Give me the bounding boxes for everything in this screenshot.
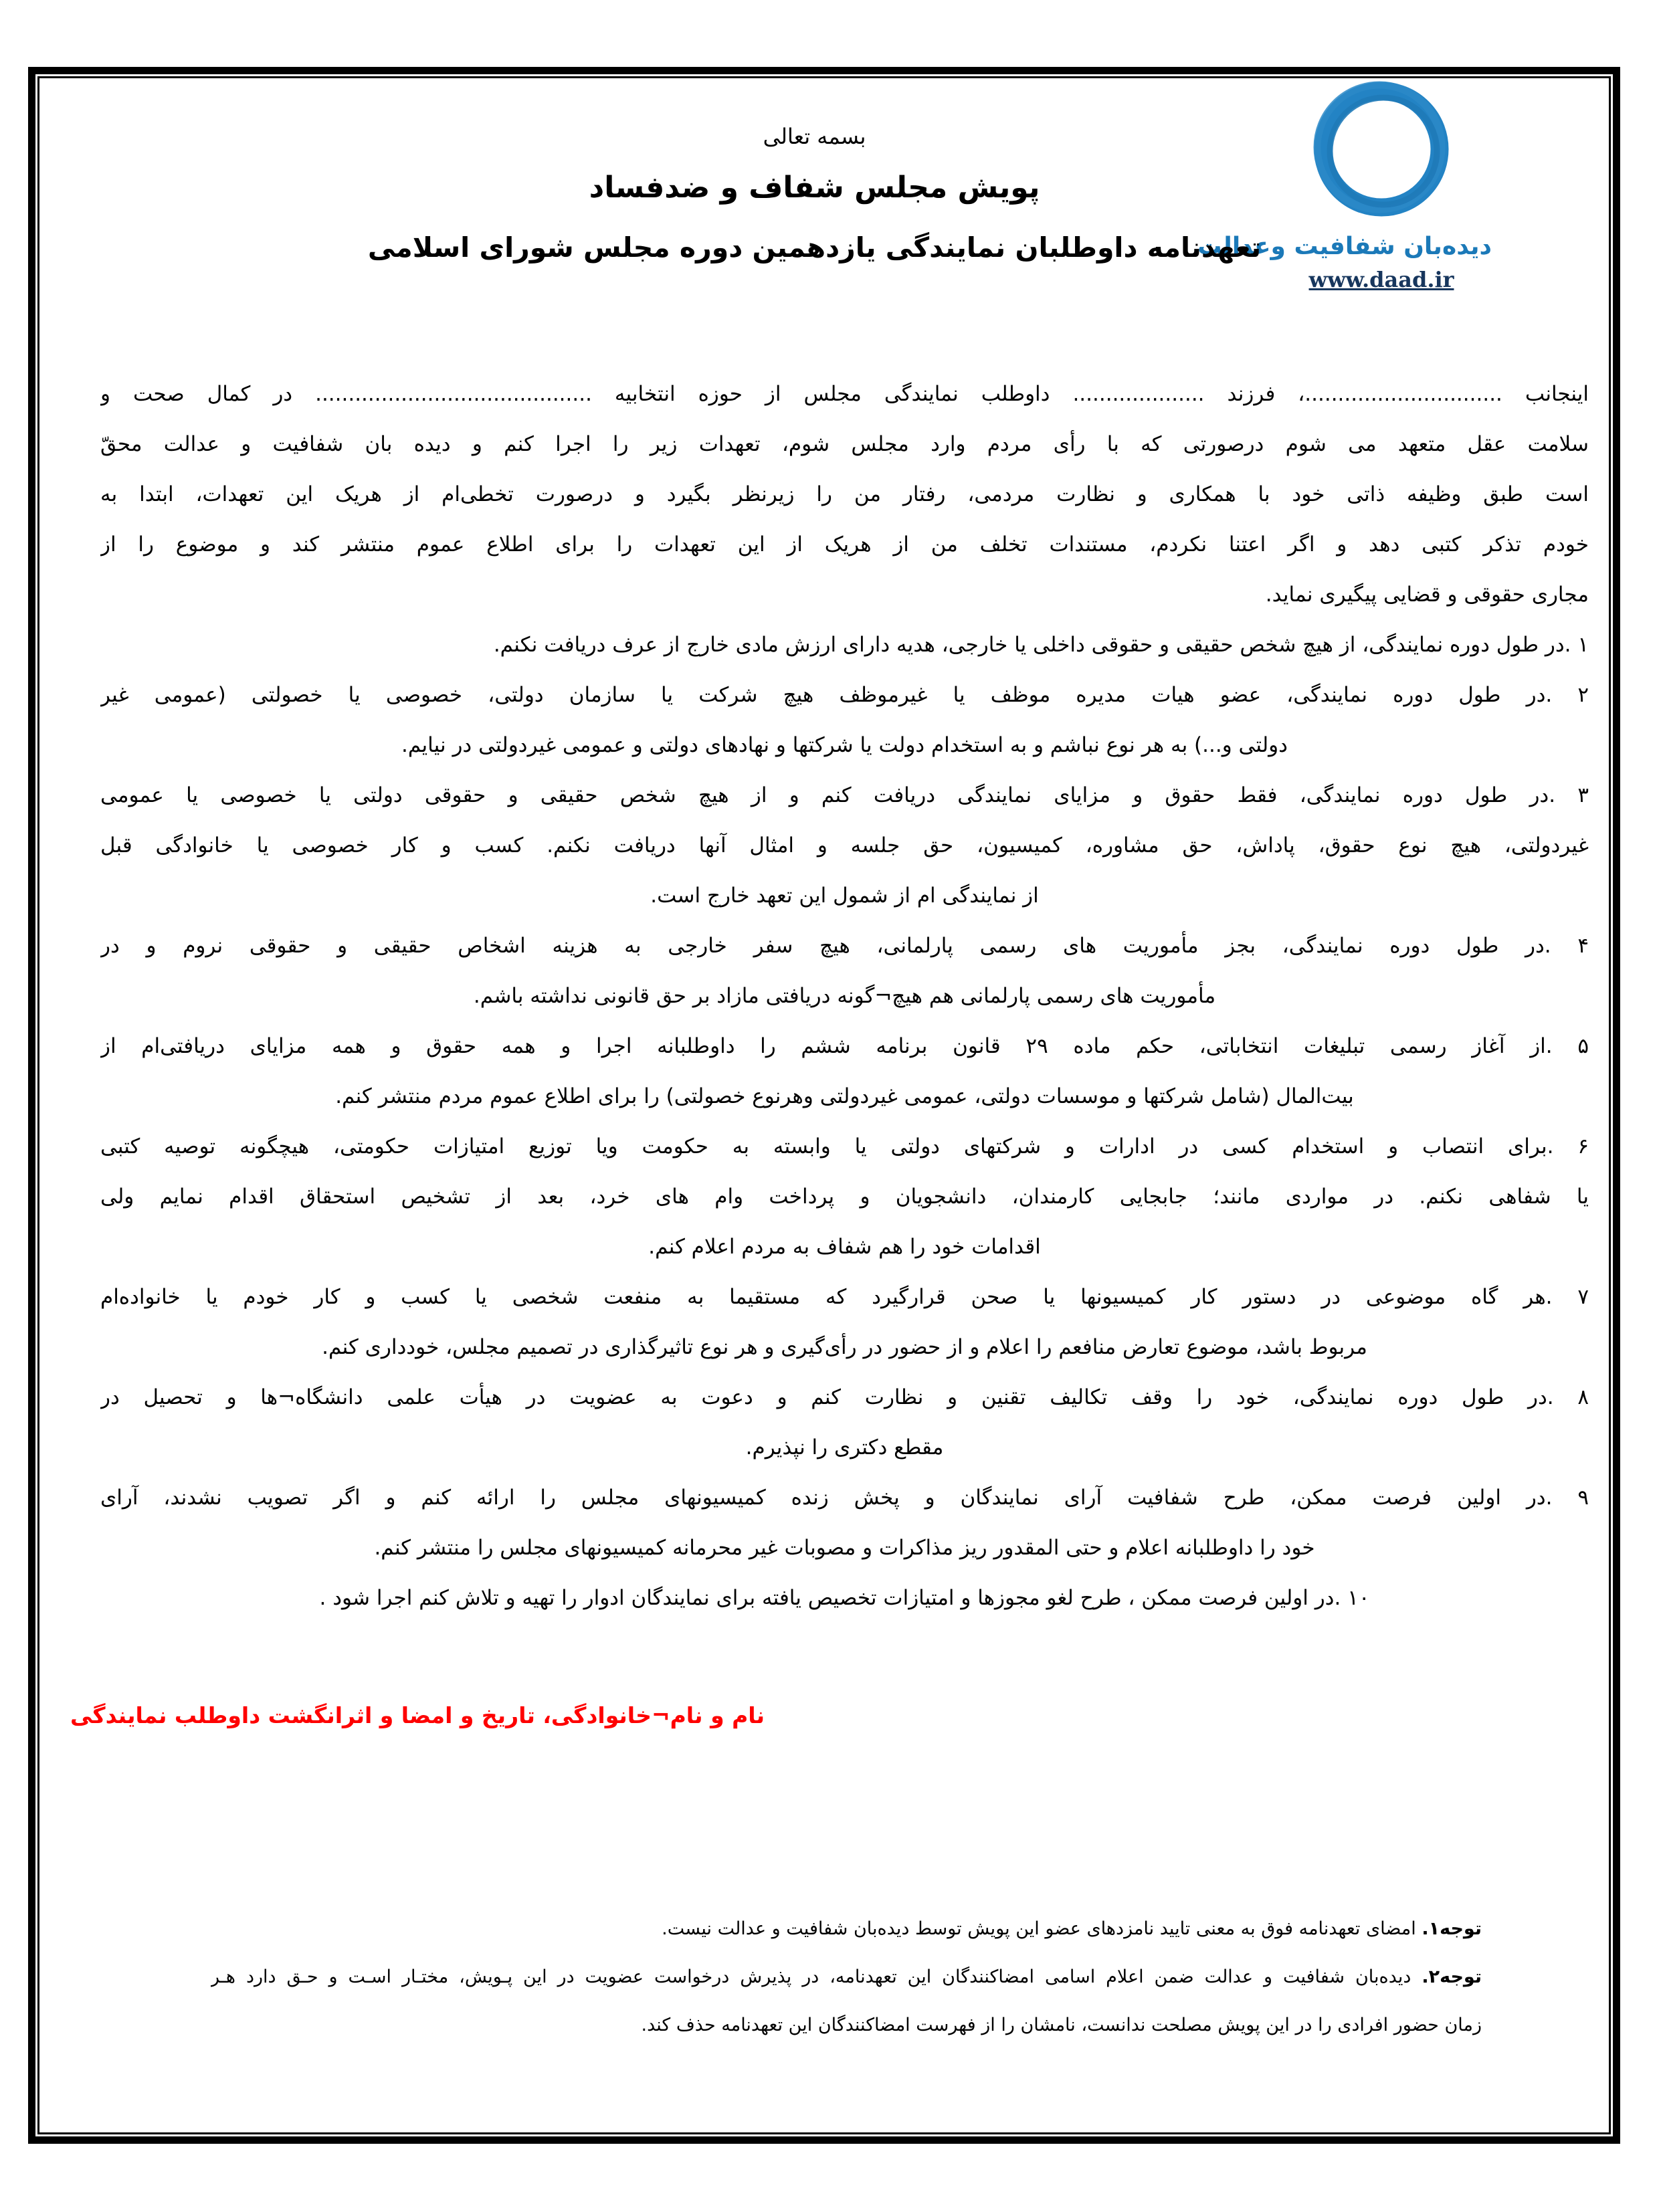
- text-line: مربوط باشد، موضوع تعارض منافعم را اعلام و از حضور در رأی‌گیری و هر نوع تاثیرگذاری در تصمیم مجلس، خودداری کنم.: [322, 1335, 1367, 1359]
- besmele-line: بسمه تعالی: [763, 124, 866, 149]
- text-line: مجاری حقوقی و قضایی پیگیری نماید.: [1265, 583, 1589, 607]
- text-line: ۹ .در اولین فرصت ممکن، طرح شفافیت آرای نمایندگان و پخش زنده کمیسیونهای مجلس را ارائه کنم و اگر تصویب نشدند، آرای: [100, 1486, 1589, 1510]
- paragraph: [100, 1473, 1589, 1573]
- text-line: ۱ .در طول دوره نمایندگی، از هیچ شخص حقیقی و حقوقی داخلی یا خارجی، هدیه دارای ارزش مادی خارج از عرف دریافت نکنم.: [493, 633, 1589, 657]
- text-line: ۵ .از آغاز رسمی تبلیغات انتخاباتی، حکم ماده ۲۹ قانون برنامه ششم را داوطلبانه اجرا و همه حقوق و همه مزایای دریافتی‌ام از: [100, 1034, 1589, 1058]
- text-line: زمان حضور افرادی را در این پویش مصلحت ندانست، نامشان را از فهرست امضاکنندگان این تعهدنامه حذف کند.: [641, 2015, 1482, 2035]
- campaign-title: پویش مجلس شفاف و ضدفساد: [589, 171, 1040, 205]
- paragraph: [211, 1905, 1482, 1953]
- paragraph: [100, 369, 1589, 620]
- paragraph: [100, 1021, 1589, 1122]
- website-link[interactable]: www.daad.ir: [1308, 267, 1454, 292]
- text-line: ۳ .در طول دوره نمایندگی، فقط حقوق و مزایای نمایندگی دریافت کنم و از هیچ شخص حقیقی و حقوقی دولتی یا خصوصی یا عمومی: [100, 783, 1589, 807]
- text-line: اقدامات خود را هم شفاف به مردم اعلام کنم.: [648, 1235, 1041, 1259]
- paragraph: [100, 1122, 1589, 1272]
- paragraph: [100, 620, 1589, 670]
- paragraph: [100, 771, 1589, 921]
- pledge-body: [100, 369, 1589, 1623]
- paragraph: [100, 670, 1589, 771]
- text-line: خودم تذکر کتبی دهد و اگر اعتنا نکردم، مستندات تخلف من از هریک از این تعهدات را برای اطلاع عموم منتشر کند و موضوع را از: [100, 532, 1589, 557]
- signature-caption: نام و نام¬خانوادگی، تاریخ و امضا و اثرانگشت داوطلب نمایندگی: [70, 1702, 765, 1728]
- text-line: است طبق وظیفه ذاتی خود با همکاری و نظارت مردمی، رفتار من را زیرنظر بگیرد و درصورت تخطی‌ام از هریک این تعهدات، ابتدا به: [100, 482, 1589, 506]
- text-line: ۸ .در طول دوره نمایندگی، خود را وقف تکالیف تقنین و نظارت کنم و دعوت به عضویت در هیأت علمی دانشگاه¬ها و تحصیل در: [100, 1385, 1589, 1409]
- footnotes: [211, 1905, 1482, 2049]
- text-line: بیت‌المال (شامل شرکتها و موسسات دولتی، عمومی غیردولتی وهرنوع خصولتی) را برای اطلاع عموم مردم منتشر کنم.: [335, 1084, 1354, 1108]
- text-line: دولتی و...) به هر نوع نباشم و به استخدام دولت یا شرکتها و نهادهای دولتی و عمومی غیردولتی در نیایم.: [401, 733, 1288, 757]
- text-line: غیردولتی، هیچ نوع حقوق، پاداش، حق مشاوره، کمیسیون، حق جلسه و امثال آنها دریافت نکنم. کسب و کار خصوصی یا خانوادگی قبل: [100, 833, 1589, 858]
- text-line: از نمایندگی ام از شمول این تعهد خارج است.: [650, 884, 1039, 908]
- org-name: دیده‌بان شفافیت وعدالت: [1197, 233, 1492, 260]
- text-line: مقطع دکتری را نپذیرم.: [745, 1435, 944, 1460]
- paragraph: [211, 1953, 1482, 2049]
- paragraph: [100, 1272, 1589, 1373]
- note-label: توجه۱.: [1422, 1918, 1482, 1939]
- text-line: اینجانب ..............................، فرزند .................... داوطلب نمایندگی مجلس از حوزه انتخابیه .......................................... در کمال صحت و: [100, 382, 1589, 406]
- text-line: ۶ .برای انتصاب و استخدام کسی در ادارات و شرکتهای دولتی یا وابسته به حکومت ویا توزیع امتیازات حکومتی، هیچگونه توصیه کتبی: [100, 1134, 1589, 1159]
- text-line: ۴ .در طول دوره نمایندگی، بجز مأموریت های رسمی پارلمانی، هیچ سفر خارجی به هزینه اشخاص حقیقی و حقوقی نروم و در: [100, 934, 1589, 958]
- paragraph: [100, 1373, 1589, 1473]
- paragraph: [100, 1573, 1589, 1623]
- note-label: توجه۲.: [1422, 1967, 1482, 1987]
- text-line: ۲ .در طول دوره نمایندگی، عضو هیات مدیره موظف یا غیرموظف هیچ شرکت یا سازمان دولتی، خصوصی یا خصولتی (عمومی غیر: [100, 683, 1589, 707]
- text-line: توجه۲. دیده‌بان شفافیت و عدالت ضمن اعلام اسامی امضاکنندگان این تعهدنامه، در پذیرش درخواست عضویت در این پـویش، مختـار اسـت و حـق دارد هـر: [211, 1967, 1482, 1987]
- document-header: [70, 115, 1559, 277]
- text-line: ۷ .هر گاه موضوعی در دستور کار کمیسیونها یا صحن قرارگیرد که مستقیما به منفعت شخصی یا کسب و کار خودم یا خانواده‌ام: [100, 1285, 1589, 1309]
- paragraph: [100, 921, 1589, 1021]
- page-title: تعهدنامه داوطلبان نمایندگی یازدهمین دوره مجلس شورای اسلامی: [367, 231, 1262, 264]
- text-line: ۱۰ .در اولین فرصت ممکن ، طرح لغو مجوزها و امتیازات تخصیص یافته برای نمایندگان ادوار را تهیه و تلاش کنم اجرا شود .: [319, 1586, 1370, 1610]
- text-line: سلامت عقل متعهد می شوم درصورتی که با رأی مردم وارد مجلس شوم، تعهدات زیر را اجرا کنم و دیده بان شفافیت و عدالت محقّ: [100, 432, 1589, 456]
- text-line: توجه۱. امضای تعهدنامه فوق به معنی تایید نامزدهای عضو این پویش توسط دیده‌بان شفافیت و عدالت نیست.: [662, 1918, 1482, 1939]
- text-line: مأموریت های رسمی پارلمانی هم هیچ¬گونه دریافتی مازاد بر حق قانونی نداشته باشم.: [473, 984, 1216, 1008]
- text-line: خود را داوطلبانه اعلام و حتی المقدور ریز مذاکرات و مصوبات غیر محرمانه کمیسیونهای مجلس را منتشر کنم.: [374, 1536, 1315, 1560]
- text-line: یا شفاهی نکنم. در مواردی مانند؛ جابجایی کارمندان، دانشجویان و پرداخت وام های خرد، بعد از تشخیص استحقاق اقدام نمایم ولی: [100, 1185, 1589, 1209]
